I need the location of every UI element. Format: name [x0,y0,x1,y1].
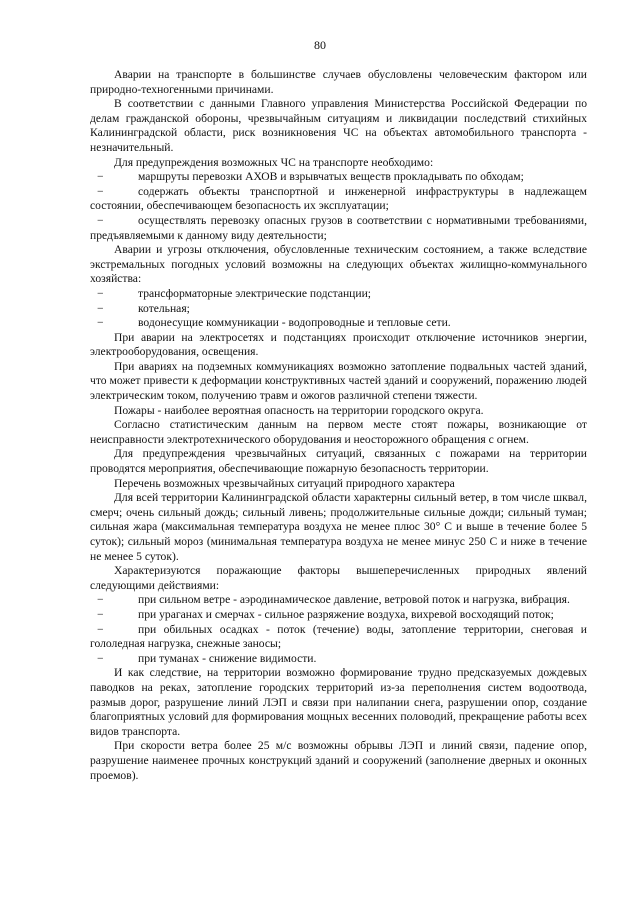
paragraph: Согласно статистическим данным на первом месте стоят пожары, возникающие от неисправности электротехнического оборудования и неосторожного обращения с огнем. [90,418,587,446]
list-item [90,652,587,667]
list-dash: − [97,213,104,227]
list-dash: − [97,607,104,621]
list-dash: − [97,301,104,315]
list-dash: − [97,622,104,636]
paragraph: При скорости ветра более 25 м/с возможны обрывы ЛЭП и линий связи, падение опор, разрушение наименее прочных конструкций зданий и сооружений (заполнение дверных и оконных проемов). [90,739,587,782]
list-item-text: при обильных осадках - поток (течение) воды, затопление территории, снеговая и гололедная нагрузка, снежные заносы; [90,622,587,651]
list-dash: − [97,170,104,184]
list-item-text: трансформаторные электрические подстанции; [138,286,372,300]
list-item [90,302,587,317]
paragraph: При аварии на электросетях и подстанциях происходит отключение источников энергии, электрооборудования, освещения. [90,330,587,359]
list-item [90,214,587,243]
list-item-text: маршруты перевозки АХОВ и взрывчатых веществ прокладывать по обходам; [138,170,524,184]
list-dash: − [97,286,104,300]
list-item [90,608,587,623]
list-item-text: при туманах - снижение видимости. [138,651,317,665]
paragraph: Характеризуются поражающие факторы вышеперечисленных природных явлений следующими действиями: [90,564,587,592]
list-item-text: осуществлять перевозку опасных грузов в соответствии с нормативными требованиями, предъявляемыми к данному виду деятельности; [90,213,587,242]
list-item-text: водонесущие коммуникации - водопроводные и тепловые сети. [138,316,451,330]
paragraph: И как следствие, на территории возможно формирование трудно предсказуемых дождевых паводков на реках, затопление городских территорий из-за переполнения систем водоотвода, размыв дорог, разрушение линий ЛЭП и связи при налипании снега, разрушении опор, создание благоприятных условий для формирования мощных весенних половодий, прекращение работы всех видов транспорта. [90,666,587,738]
list-item [90,185,587,214]
list-item [90,287,587,302]
paragraph: Пожары - наиболее вероятная опасность на территории городского округа. [114,403,484,417]
paragraph: Аварии на транспорте в большинстве случаев обусловлены человеческим фактором или природно-техногенными причинами. [90,68,587,96]
paragraph: Аварии и угрозы отключения, обусловленные техническим состоянием, а также вследствие экстремальных погодных условий возможны на следующих объектах жилищно-коммунального хозяйства: [90,243,587,286]
list-item-text: содержать объекты транспортной и инженерной инфраструктуры в надлежащем состоянии, обеспечивающем безопасность их эксплуатации; [90,184,587,213]
list-dash: − [97,651,104,665]
list-dash: − [97,593,104,607]
paragraph: При авариях на подземных коммуникациях возможно затопление подвальных частей зданий, что может привести к деформации конструктивных частей зданий и сооружений, поражению людей электрическим током, получению травм и ожогов различной степени тяжести. [90,359,587,403]
list-dash: − [97,316,104,330]
paragraph: Для предупреждения чрезвычайных ситуаций, связанных с пожарами на территории проводятся мероприятия, обеспечивающие пожарную безопасность территории. [90,447,587,476]
paragraph: Перечень возможных чрезвычайных ситуаций природного характера [114,476,455,490]
list-item [90,593,587,608]
list-item-text: при ураганах и смерчах - сильное разряжение воздуха, вихревой восходящий поток; [138,607,554,621]
paragraph: В соответствии с данными Главного управления Министерства Российской Федерации по делам гражданской обороны, чрезвычайным ситуациям и ликвидации последствий стихийных Калининградской области, риск возникновения ЧС на объектах автомобильного транспорта - незначительный. [90,97,587,154]
page-number: 80 [314,38,326,52]
list-dash: − [97,184,104,198]
list-item [90,170,587,185]
paragraph: Для предупреждения возможных ЧС на транспорте необходимо: [114,155,434,169]
list-item [90,623,587,652]
list-item-text: котельная; [138,301,190,315]
paragraph: Для всей территории Калининградской области характерны сильный ветер, в том числе шквал, смерч; очень сильный дождь; сильный ливень; продолжительные сильные дожди; сильный туман; сильная жара (максимальная температура воздуха не менее плюс 30° С и выше в течение более 5 суток); сильный мороз (минимальная температура воздуха не менее минус 250 С и ниже в течение не менее 5 суток). [90,491,587,563]
list-item [90,316,587,331]
list-item-text: при сильном ветре - аэродинамическое давление, ветровой поток и нагрузка, вибрация. [138,593,570,607]
document-body [90,68,587,783]
